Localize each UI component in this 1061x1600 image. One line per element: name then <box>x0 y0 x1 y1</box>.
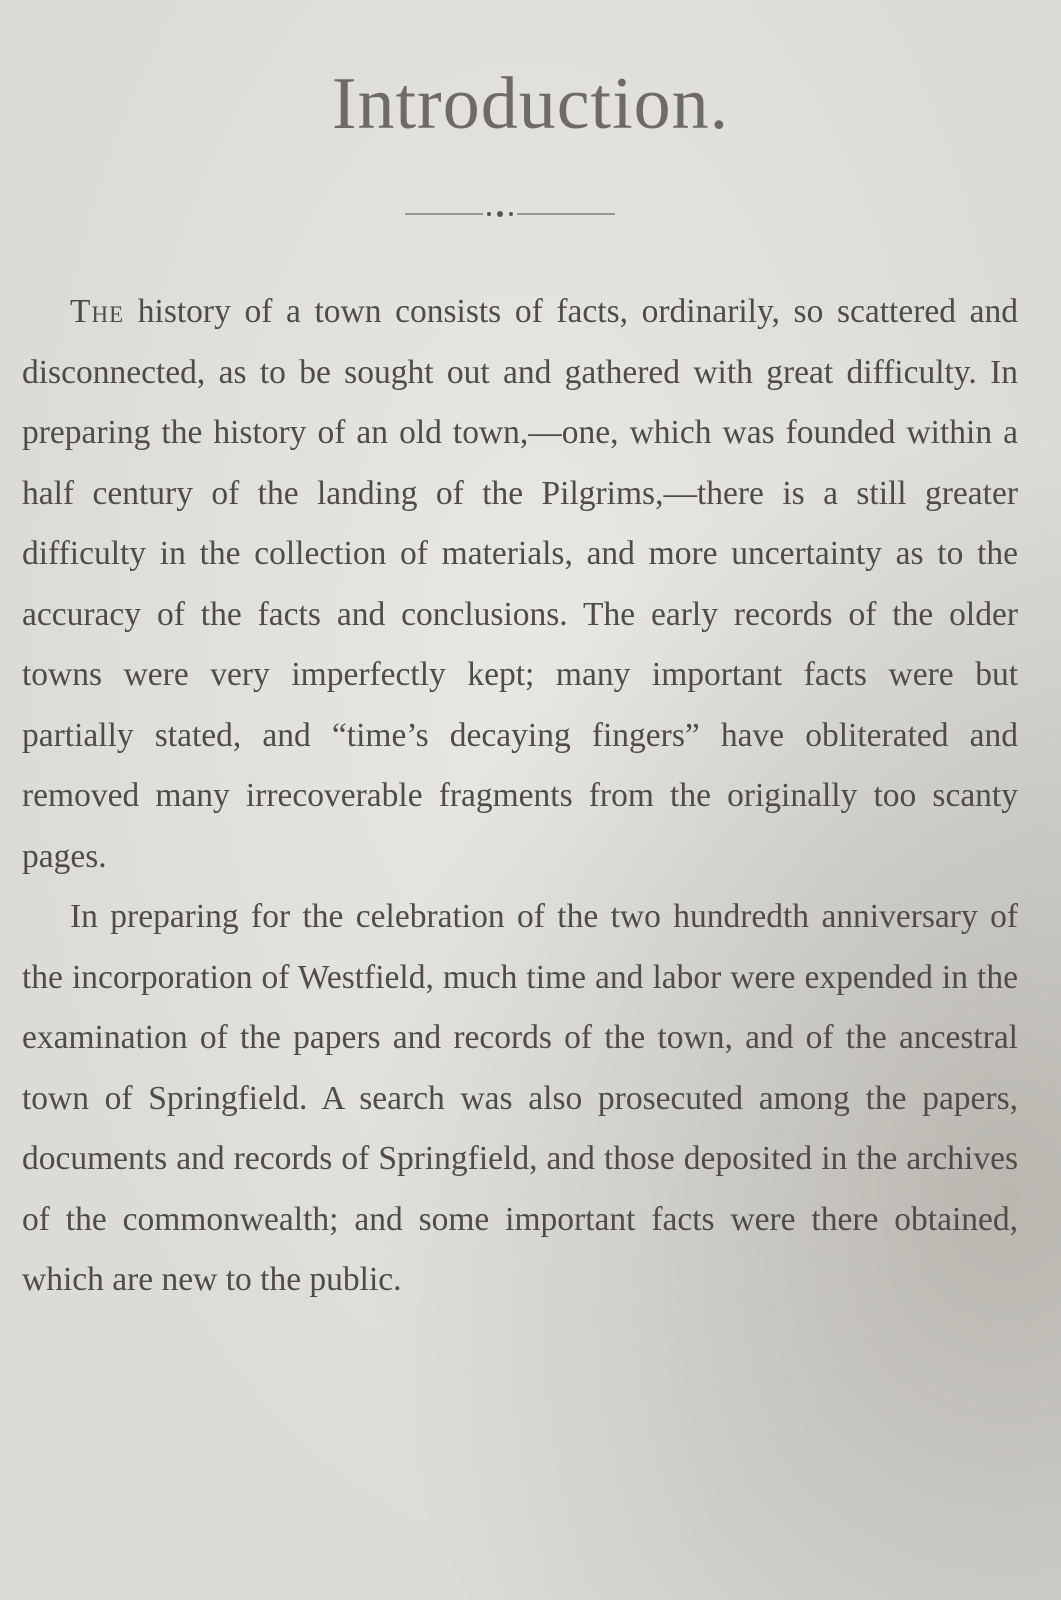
paragraph-1 <box>22 282 1018 887</box>
chapter-title: Introduction. <box>331 63 730 145</box>
paragraph-1-text: history of a town consists of facts, ordinarily, so scattered and disconnected, as to be sought out and gathered with great difficulty. In preparing the history of an old town,—one, which was founded within a half century of the landing of the Pilgrims,—there is a still greater difficulty in the collection of materials, and more uncertainty as to the accuracy of the facts and conclusions. The early records of the older towns were very imperfectly kept; many important facts were but partially stated, and “time’s decaying fingers” have obliterated and removed many irrecoverable fragments from the originally too scanty pages. <box>22 293 1019 875</box>
paragraph-2: In preparing for the celebration of the two hundredth anniversary of the incorporation of Westfield, much time and labor were expended in the examination of the papers and records of the town, and of the ancestral town of Springfield. A search was also prosecuted among the papers, documents and records of Springfield, and those deposited in the archives of the commonwealth; and some important facts were there obtained, which are new to the public. <box>22 898 1018 1298</box>
ornament-divider <box>405 208 615 220</box>
body-text <box>22 282 1018 1311</box>
paragraph-1-lead: The <box>70 293 125 330</box>
